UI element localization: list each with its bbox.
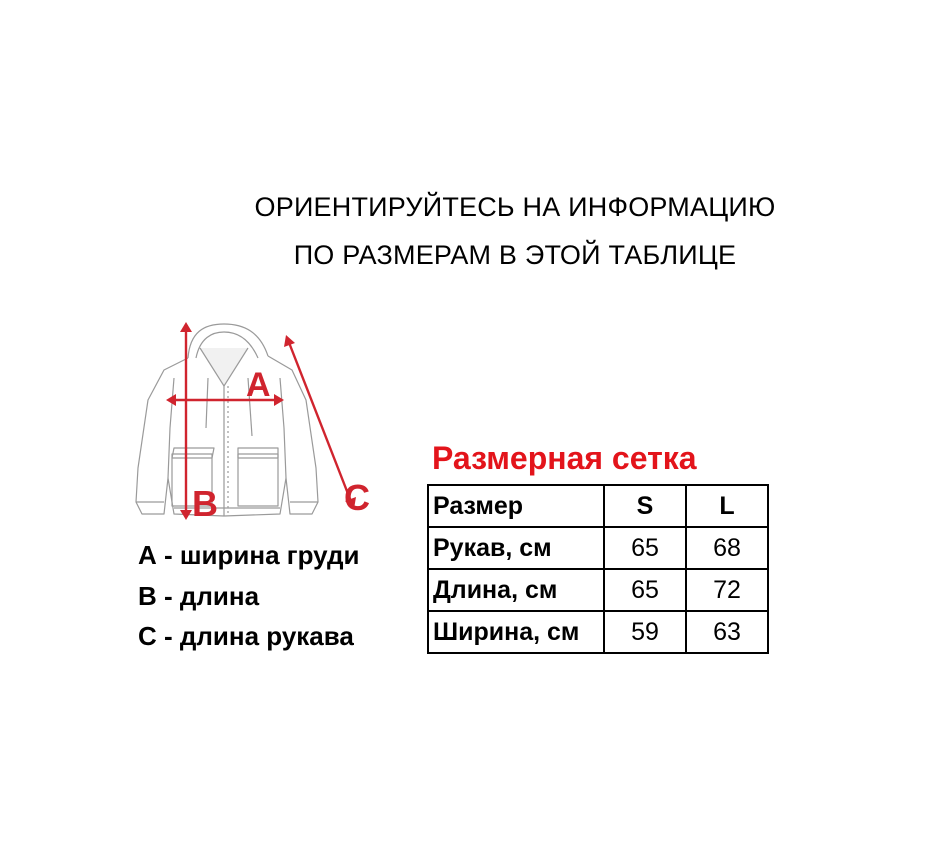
row-value-l: 72 — [686, 569, 768, 611]
header-size-l: L — [686, 485, 768, 527]
row-value-l: 68 — [686, 527, 768, 569]
heading-line-2: ПО РАЗМЕРАМ В ЭТОЙ ТАБЛИЦЕ — [293, 240, 737, 270]
row-label: Ширина, см — [428, 611, 604, 653]
legend-b: В - длина — [138, 581, 260, 611]
jacket-measurement-diagram — [120, 318, 380, 528]
marker-a: A — [246, 366, 271, 404]
row-label: Рукав, см — [428, 527, 604, 569]
header-size-s: S — [604, 485, 686, 527]
table-row — [428, 527, 768, 569]
size-table — [427, 484, 769, 654]
marker-c: C — [344, 477, 370, 518]
marker-b: B — [192, 483, 218, 524]
heading-line-1: ОРИЕНТИРУЙТЕСЬ НА ИНФОРМАЦИЮ — [254, 192, 776, 222]
legend-c: С - длина рукава — [138, 621, 354, 651]
row-value-s: 59 — [604, 611, 686, 653]
header-label: Размер — [428, 485, 604, 527]
table-header-row — [428, 485, 768, 527]
legend-a: А - ширина груди — [138, 540, 360, 570]
row-value-s: 65 — [604, 527, 686, 569]
row-value-l: 63 — [686, 611, 768, 653]
table-row — [428, 611, 768, 653]
table-row — [428, 569, 768, 611]
size-grid-title: Размерная сетка — [432, 440, 697, 476]
row-label: Длина, см — [428, 569, 604, 611]
row-value-s: 65 — [604, 569, 686, 611]
jacket-outline — [136, 324, 318, 516]
